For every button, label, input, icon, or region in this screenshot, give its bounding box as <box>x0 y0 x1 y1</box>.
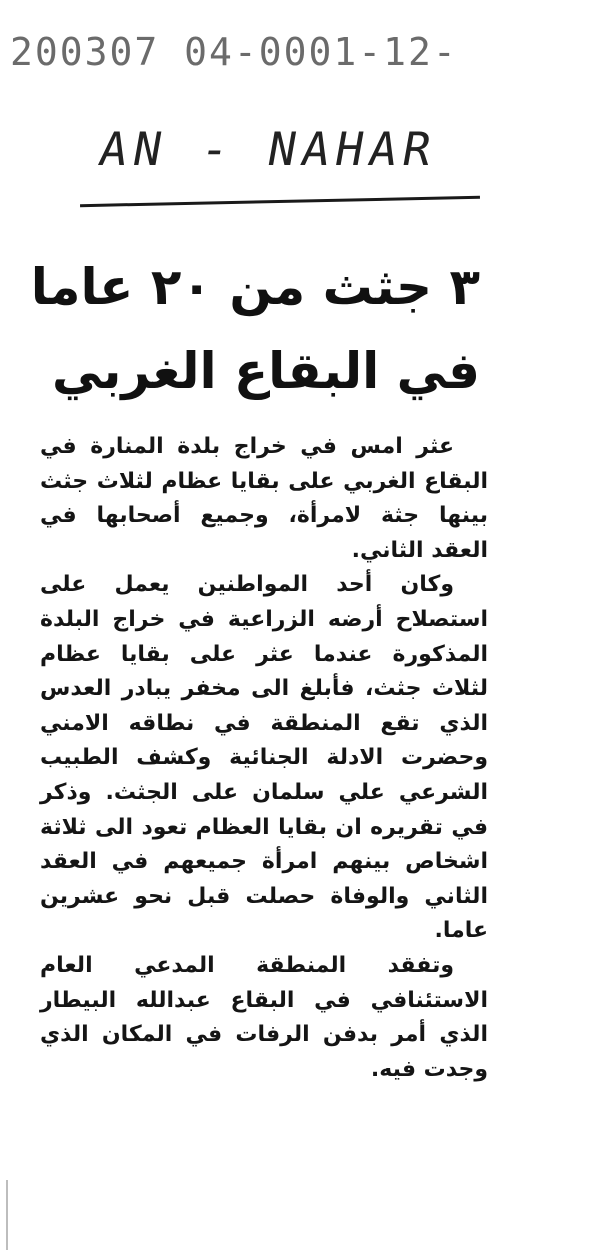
headline-line-1: ٣ جثث من ٢٠ عاما <box>30 258 480 316</box>
article-body <box>40 430 488 1087</box>
headline-line-2: في البقاع الغربي <box>52 342 480 400</box>
article-paragraph-2: وكان أحد المواطنين يعمل على استصلاح أرضه الزراعية في خراج البلدة المذكورة عندما عثر على بقايا عظام لثلاث جثث، فأبلغ الى مخفر يبادر العدس الذي تقع المنطقة في نطاقه الامني وحضرت الادلة الجنائية وكشف الطبيب الشرعي علي سلمان على الجثث. وذكر في تقريره ان بقايا العظام تعود الى ثلاثة اشخاص بينهم امرأة جميعهم في العقد الثاني والوفاة حصلت قبل نحو عشرين عاما. <box>40 572 488 944</box>
source-underline <box>80 196 480 207</box>
article-paragraph-3: وتفقد المنطقة المدعي العام الاستئنافي في البقاع عبدالله البيطار الذي أمر بدفن الرفات في المكان الذي وجدت فيه. <box>40 952 488 1082</box>
handwritten-reference-number: 200307 04-0001-12- <box>10 30 458 74</box>
newspaper-source-name: AN - NAHAR <box>95 122 442 176</box>
article-paragraph-1: عثر امس في خراج بلدة المنارة في البقاع الغربي على بقايا عظام لثلاث جثث بينها جثة لامرأة، وجميع أصحابها في العقد الثاني. <box>40 434 488 563</box>
scan-edge-mark <box>6 1180 8 1250</box>
